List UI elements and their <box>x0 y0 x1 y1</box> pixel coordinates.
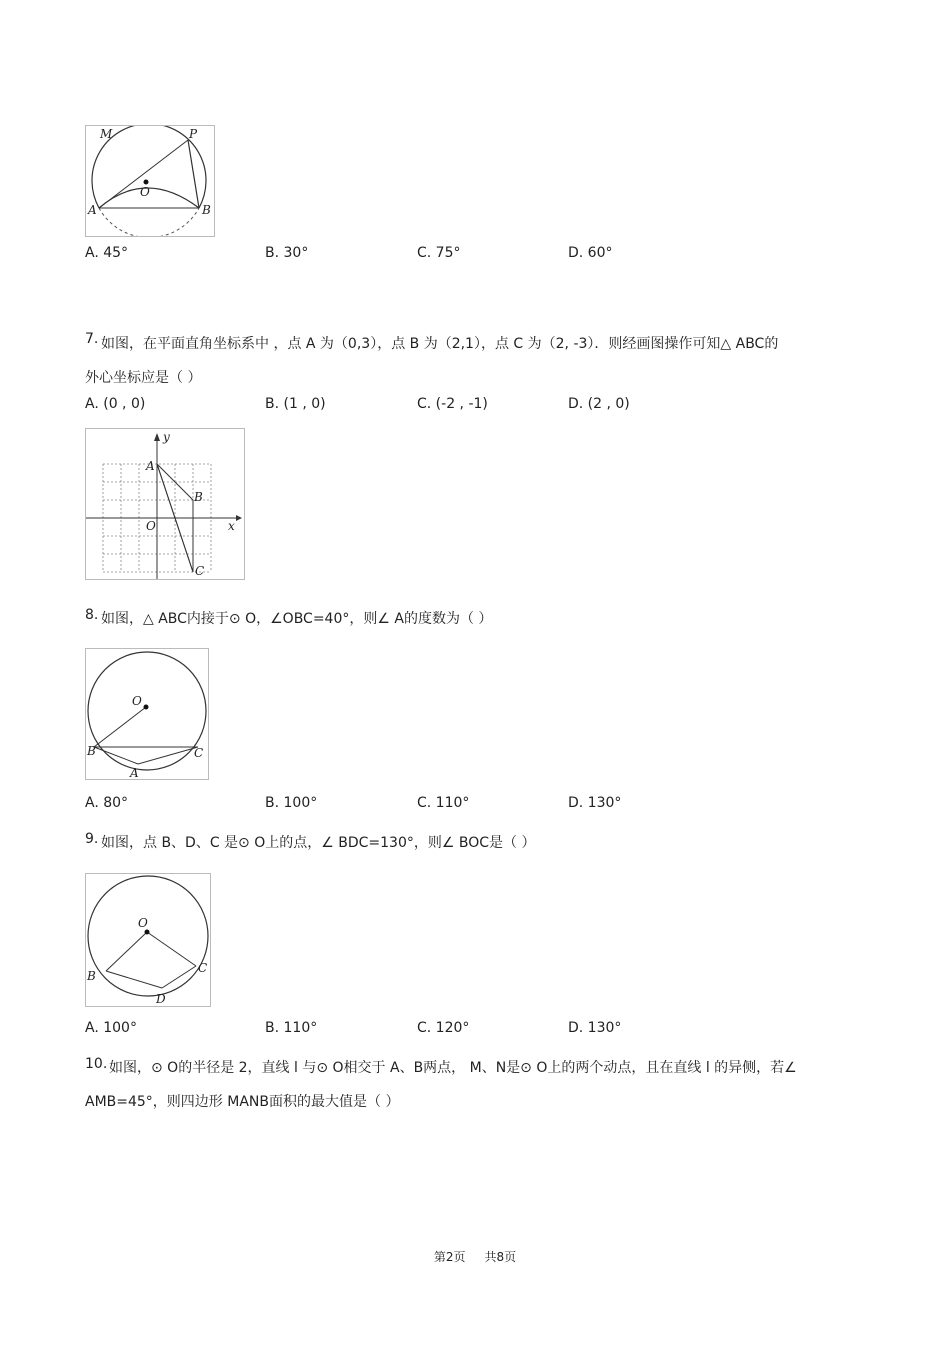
q9-label-o: O <box>138 916 148 930</box>
q6-label-b: B <box>202 203 211 217</box>
q9-option-b: B. 110° <box>265 1020 318 1036</box>
q9-option-c: C. 120° <box>417 1020 470 1036</box>
q6-figure <box>85 125 215 237</box>
q7-option-b: B. (1 , 0) <box>265 396 326 412</box>
q6-option-b: B. 30° <box>265 245 309 261</box>
q7-label-c: C <box>195 564 205 578</box>
q7-stem-line1: 如图，在平面直角坐标系中 ，点 A 为（0,3），点 B 为（2,1），点 C 为（2, -3）．则经画图操作可知△ ABC的 <box>101 336 779 352</box>
q9-stem-line1: 如图，点 B、D、C 是⊙ O上的点，∠ BDC=130°，则∠ BOC是（ ） <box>101 835 536 851</box>
q9-label-d: D <box>156 992 166 1006</box>
q7-option-c: C. (-2 , -1) <box>417 396 488 412</box>
q6-label-m: M <box>100 127 113 141</box>
q7-label-o: O <box>146 519 156 533</box>
q8-label-o: O <box>132 694 142 708</box>
q8-option-c: C. 110° <box>417 795 470 811</box>
q10-number: 10. <box>85 1056 108 1072</box>
q6-option-d: D. 60° <box>568 245 613 261</box>
q7-figure <box>85 428 245 580</box>
page-footer: 第2页 共8页 <box>433 1250 517 1264</box>
q8-option-a: A. 80° <box>85 795 129 811</box>
q8-option-b: B. 100° <box>265 795 318 811</box>
q8-label-b: B <box>87 744 96 758</box>
q10-stem-line2: AMB=45°，则四边形 MANB面积的最大值是（ ） <box>85 1094 400 1110</box>
q7-label-y: y <box>163 430 170 444</box>
q8-option-d: D. 130° <box>568 795 622 811</box>
q9-option-a: A. 100° <box>85 1020 137 1036</box>
q6-label-p: P <box>189 127 198 141</box>
q7-label-b: B <box>194 490 203 504</box>
q6-option-a: A. 45° <box>85 245 129 261</box>
q7-stem-line2: 外心坐标应是（ ） <box>85 370 202 386</box>
q8-label-c: C <box>194 746 204 760</box>
q9-number: 9. <box>85 831 99 847</box>
q8-stem-line1: 如图，△ ABC内接于⊙ O，∠OBC=40°，则∠ A的度数为（ ） <box>101 611 493 627</box>
q6-option-c: C. 75° <box>417 245 461 261</box>
q9-label-c: C <box>198 961 208 975</box>
q9-figure <box>85 873 211 1007</box>
q10-stem-line1: 如图，⊙ O的半径是 2，直线 l 与⊙ O相交于 A、B两点， M、N是⊙ O上的两个动点，且在直线 l 的异侧，若∠ <box>109 1060 797 1076</box>
q9-option-d: D. 130° <box>568 1020 622 1036</box>
q7-number: 7. <box>85 331 99 347</box>
q6-label-o: O <box>140 185 150 199</box>
q7-label-x: x <box>228 519 235 533</box>
q7-label-a: A <box>146 459 155 473</box>
q9-label-b: B <box>87 969 96 983</box>
q8-number: 8. <box>85 607 99 623</box>
q7-option-a: A. (0 , 0) <box>85 396 146 412</box>
q8-figure <box>85 648 209 780</box>
q6-label-a: A <box>88 203 97 217</box>
q8-label-a: A <box>130 766 139 779</box>
q7-option-d: D. (2 , 0) <box>568 396 630 412</box>
